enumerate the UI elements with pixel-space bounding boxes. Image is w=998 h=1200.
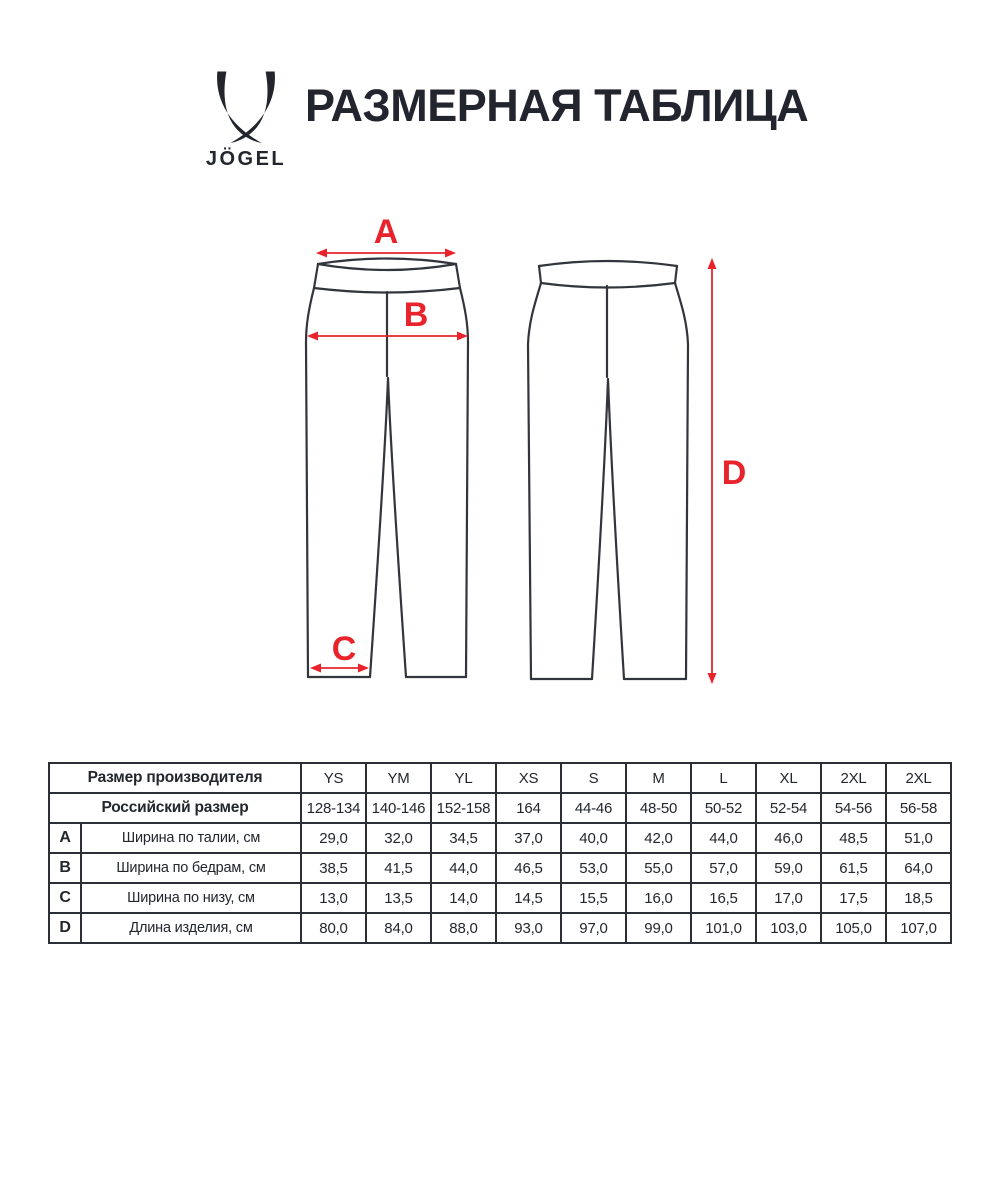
- value-cell: 17,0: [756, 883, 821, 913]
- size-cell: 48-50: [626, 793, 691, 823]
- value-cell: 16,5: [691, 883, 756, 913]
- value-cell: 53,0: [561, 853, 626, 883]
- value-cell: 103,0: [756, 913, 821, 943]
- size-table: [48, 762, 952, 944]
- measure-row-c: [49, 883, 951, 913]
- size-cell: XS: [496, 763, 561, 793]
- value-cell: 101,0: [691, 913, 756, 943]
- measure-row-a: [49, 823, 951, 853]
- size-cell: 54-56: [821, 793, 886, 823]
- value-cell: 34,5: [431, 823, 496, 853]
- size-cell: 2XL: [821, 763, 886, 793]
- value-cell: 13,0: [301, 883, 366, 913]
- measure-name: Ширина по бедрам, см: [81, 853, 301, 883]
- value-cell: 64,0: [886, 853, 951, 883]
- value-cell: 32,0: [366, 823, 431, 853]
- size-cell: 44-46: [561, 793, 626, 823]
- size-cell: 152-158: [431, 793, 496, 823]
- size-cell: 140-146: [366, 793, 431, 823]
- measure-arrow-d: [708, 258, 717, 684]
- measure-row-d: [49, 913, 951, 943]
- measure-label-b: B: [403, 296, 429, 334]
- size-cell: L: [691, 763, 756, 793]
- brand-logo: [196, 70, 296, 171]
- measure-label-d: D: [721, 454, 747, 492]
- value-cell: 37,0: [496, 823, 561, 853]
- value-cell: 46,0: [756, 823, 821, 853]
- value-cell: 41,5: [366, 853, 431, 883]
- size-cell: 50-52: [691, 793, 756, 823]
- value-cell: 16,0: [626, 883, 691, 913]
- value-cell: 46,5: [496, 853, 561, 883]
- measure-label-c: C: [331, 630, 357, 668]
- pants-measurement-diagram: [293, 218, 768, 713]
- value-cell: 55,0: [626, 853, 691, 883]
- value-cell: 18,5: [886, 883, 951, 913]
- value-cell: 44,0: [431, 853, 496, 883]
- page-title: РАЗМЕРНАЯ ТАБЛИЦА: [305, 80, 809, 131]
- size-cell: XL: [756, 763, 821, 793]
- pants-back-drawing: [528, 261, 688, 679]
- row-header: Российский размер: [49, 793, 301, 823]
- size-cell: 128-134: [301, 793, 366, 823]
- measure-letter: B: [49, 853, 81, 883]
- value-cell: 88,0: [431, 913, 496, 943]
- measure-label-a: A: [373, 218, 399, 251]
- value-cell: 14,0: [431, 883, 496, 913]
- value-cell: 38,5: [301, 853, 366, 883]
- row-header: Размер производителя: [49, 763, 301, 793]
- value-cell: 44,0: [691, 823, 756, 853]
- value-cell: 59,0: [756, 853, 821, 883]
- manufacturer-size-row: [49, 763, 951, 793]
- measure-letter: A: [49, 823, 81, 853]
- measure-name: Длина изделия, см: [81, 913, 301, 943]
- size-cell: 2XL: [886, 763, 951, 793]
- size-cell: YM: [366, 763, 431, 793]
- size-cell: YS: [301, 763, 366, 793]
- size-cell: 56-58: [886, 793, 951, 823]
- value-cell: 107,0: [886, 913, 951, 943]
- value-cell: 40,0: [561, 823, 626, 853]
- measure-row-b: [49, 853, 951, 883]
- value-cell: 84,0: [366, 913, 431, 943]
- measure-name: Ширина по талии, см: [81, 823, 301, 853]
- measure-name: Ширина по низу, см: [81, 883, 301, 913]
- jogel-tulip-icon: [208, 70, 284, 144]
- value-cell: 17,5: [821, 883, 886, 913]
- size-cell: YL: [431, 763, 496, 793]
- value-cell: 42,0: [626, 823, 691, 853]
- value-cell: 61,5: [821, 853, 886, 883]
- value-cell: 99,0: [626, 913, 691, 943]
- value-cell: 93,0: [496, 913, 561, 943]
- brand-wordmark: JÖGEL: [205, 148, 287, 170]
- value-cell: 57,0: [691, 853, 756, 883]
- value-cell: 29,0: [301, 823, 366, 853]
- pants-front-drawing: [306, 259, 468, 678]
- russian-size-row: [49, 793, 951, 823]
- value-cell: 14,5: [496, 883, 561, 913]
- measure-letter: D: [49, 913, 81, 943]
- size-cell: S: [561, 763, 626, 793]
- value-cell: 15,5: [561, 883, 626, 913]
- size-cell: 52-54: [756, 793, 821, 823]
- size-cell: 164: [496, 793, 561, 823]
- measure-letter: C: [49, 883, 81, 913]
- value-cell: 97,0: [561, 913, 626, 943]
- value-cell: 13,5: [366, 883, 431, 913]
- value-cell: 80,0: [301, 913, 366, 943]
- value-cell: 105,0: [821, 913, 886, 943]
- value-cell: 48,5: [821, 823, 886, 853]
- size-cell: M: [626, 763, 691, 793]
- value-cell: 51,0: [886, 823, 951, 853]
